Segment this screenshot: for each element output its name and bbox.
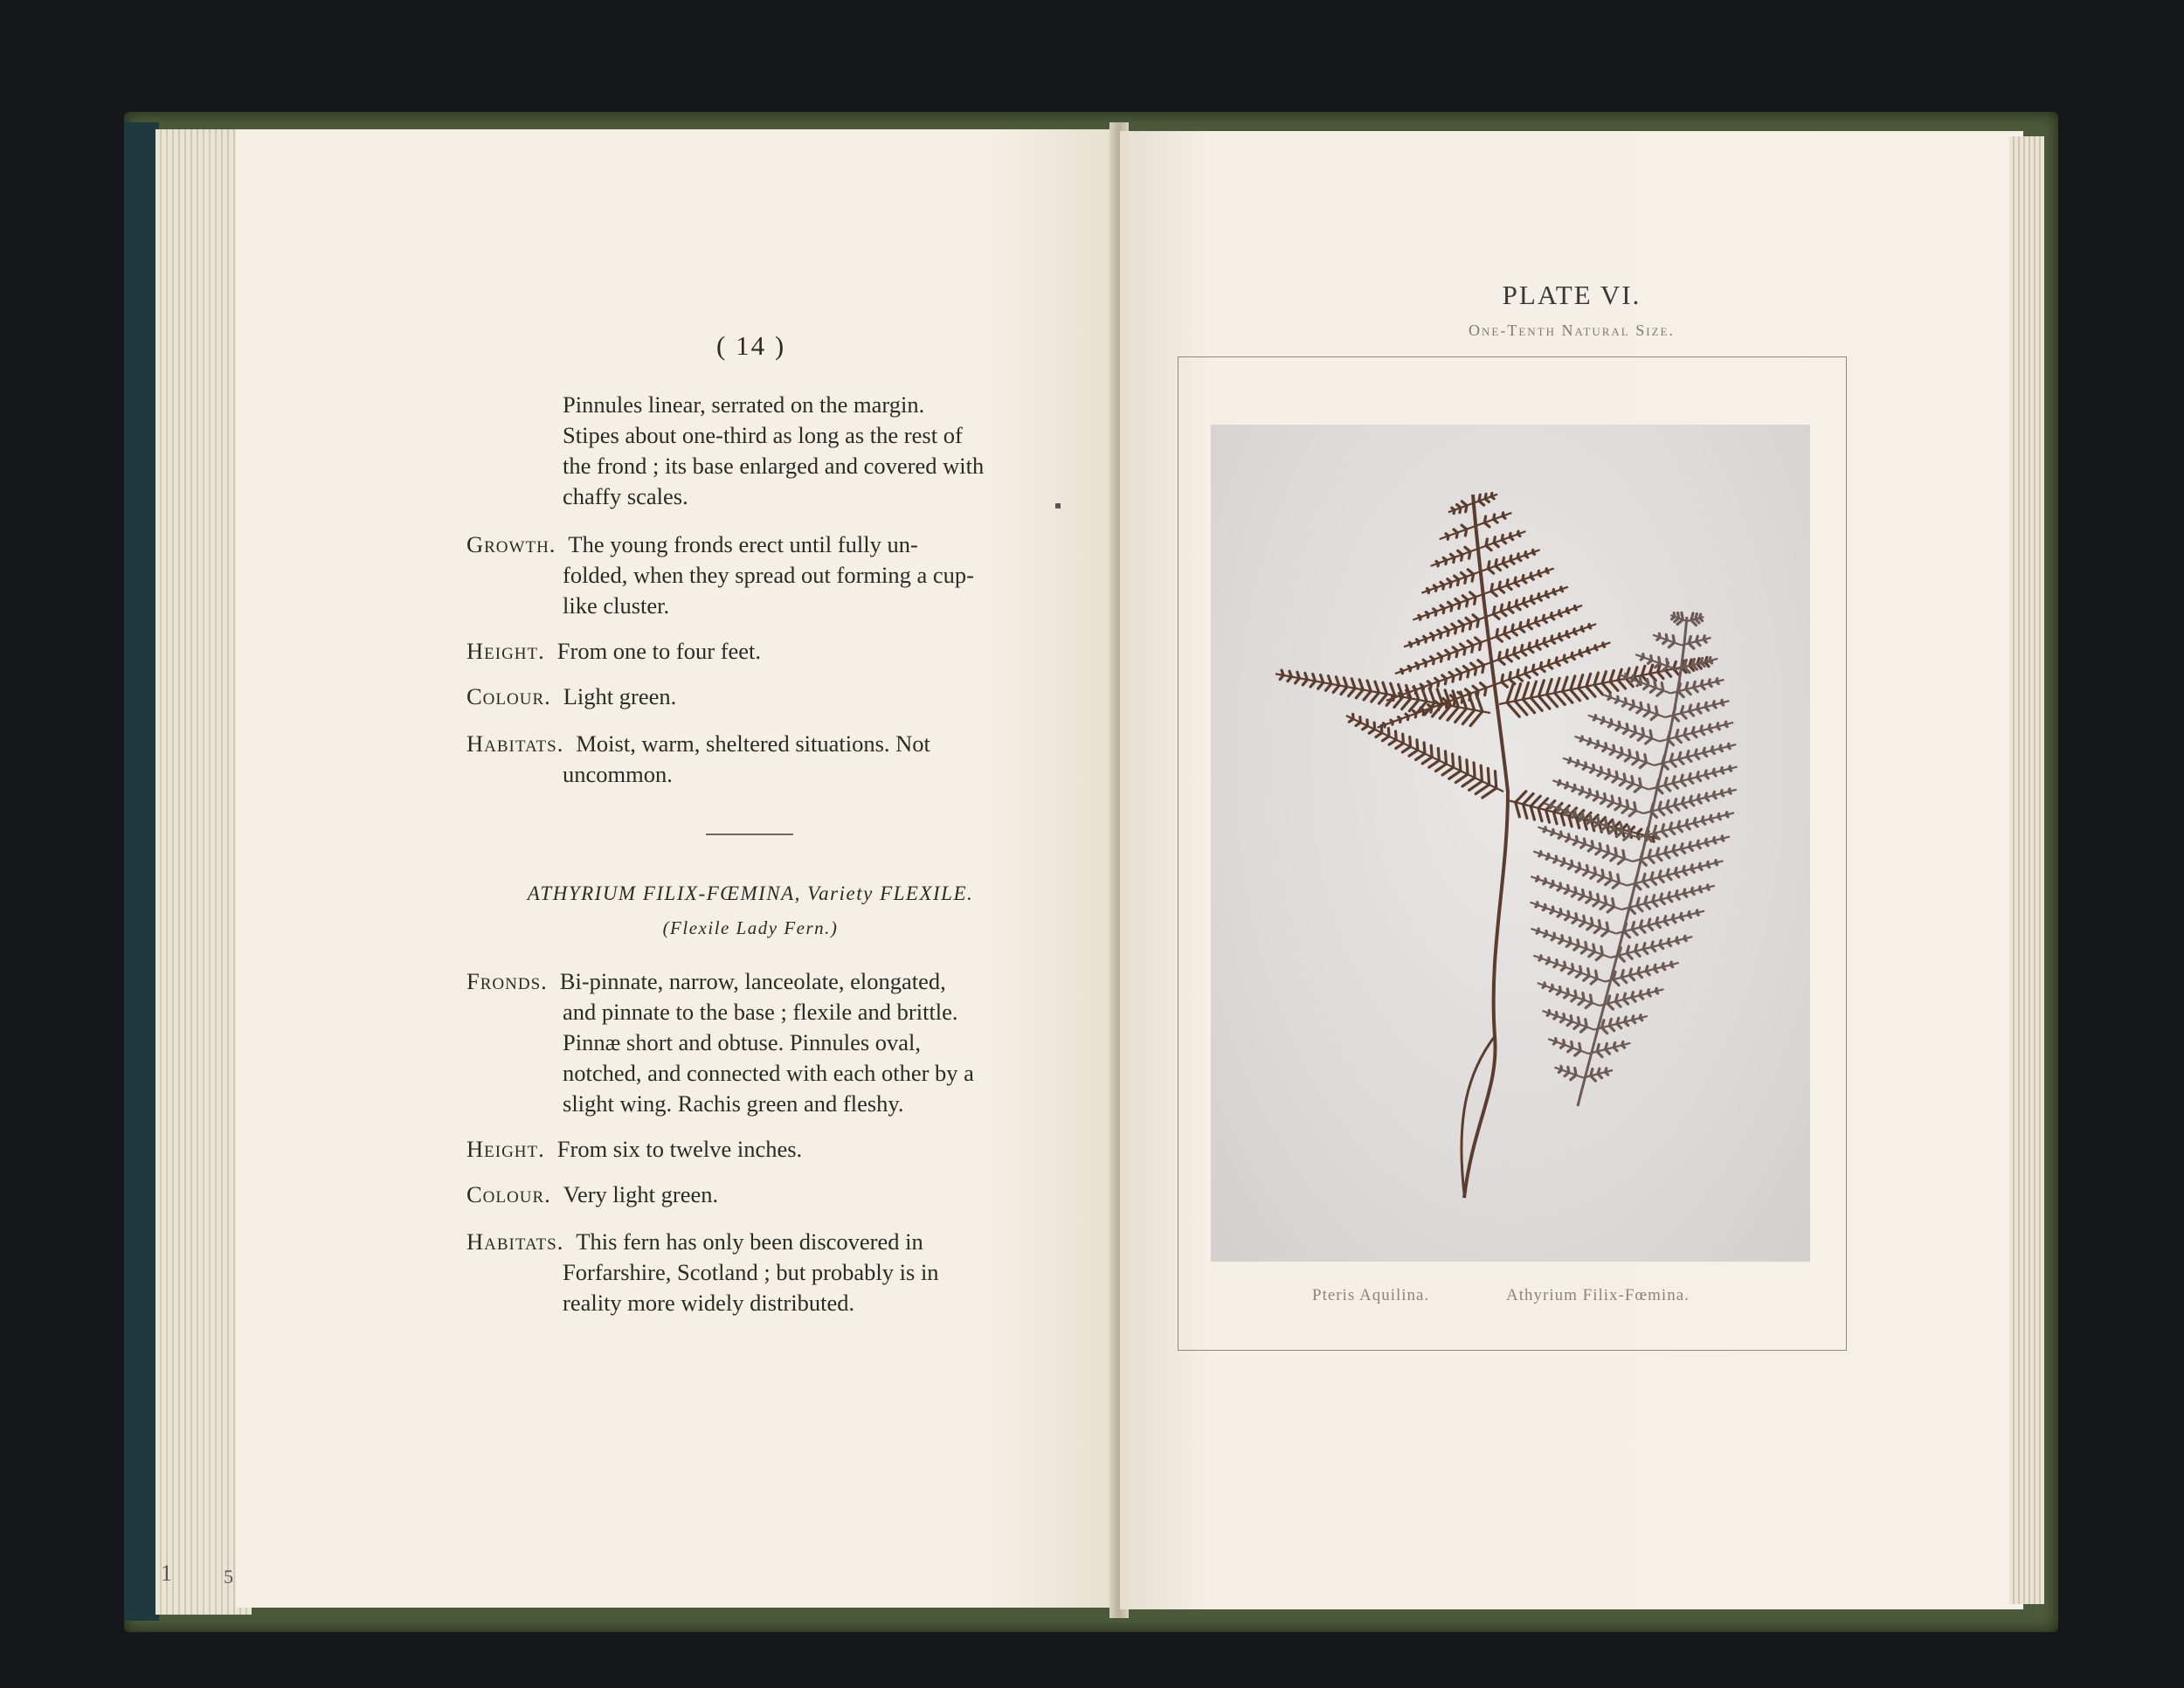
colour-entry: [467, 681, 1034, 712]
fern-photograph: [1211, 425, 1810, 1262]
height-term: Height.: [467, 638, 545, 664]
growth-entry: [467, 529, 1034, 560]
habitats-term: Habitats.: [467, 730, 564, 757]
habitats-text-2: This fern has only been discovered in: [576, 1228, 923, 1255]
growth-term: Growth.: [467, 531, 556, 557]
stack-mark-1: 1: [161, 1560, 172, 1586]
fronds-text: Bi-pinnate, narrow, lanceolate, elongated,: [559, 968, 946, 994]
page-number: ( 14 ): [716, 330, 786, 361]
text-line: folded, when they spread out forming a cup-: [563, 562, 974, 588]
text-line: and pinnate to the base ; flexile and brittle.: [563, 999, 958, 1025]
height-entry-2: [467, 1134, 1034, 1165]
text-line: the frond ; its base enlarged and covered with: [563, 453, 985, 479]
left-page: [236, 129, 1115, 1608]
habitats-entry: [467, 729, 1034, 759]
fronds-entry: [467, 966, 1034, 997]
pteris-frond: [1275, 493, 1713, 1198]
caption-right: Athyrium Filix-Fœmina.: [1506, 1286, 1690, 1304]
height-entry: [467, 636, 1034, 667]
text-line: uncommon.: [563, 761, 673, 787]
height-text: From one to four feet.: [556, 638, 762, 664]
habitats-term-2: Habitats.: [467, 1228, 564, 1255]
text-line: Forfarshire, Scotland ; but probably is in: [563, 1259, 939, 1285]
colour-text: Light green.: [563, 683, 677, 709]
habitats-entry-2: [467, 1227, 1034, 1257]
habitats-text: Moist, warm, sheltered situations. Not: [576, 730, 930, 757]
text-line: chaffy scales.: [563, 483, 688, 509]
height-term-2: Height.: [467, 1136, 545, 1162]
colour-entry-2: [467, 1180, 1034, 1210]
growth-continuation: [563, 560, 1034, 621]
fronds-term: Fronds.: [467, 968, 548, 994]
page-speck: [1055, 503, 1061, 508]
colour-term: Colour.: [467, 683, 551, 709]
fronds-continuation: [563, 997, 1034, 1119]
habitats-continuation-2: [563, 1257, 1034, 1318]
habitats-continuation: [563, 759, 1034, 790]
text-line: reality more widely distributed.: [563, 1290, 855, 1316]
cover-spine-edge: [124, 122, 159, 1621]
stack-mark-2: 5: [224, 1566, 233, 1588]
text-line: Stipes about one-third as long as the rest of: [563, 422, 963, 448]
text-line: Pinnules linear, serrated on the margin.: [563, 391, 925, 418]
colour-term-2: Colour.: [467, 1181, 551, 1207]
pinnules-paragraph: [563, 390, 1034, 512]
species-title: ATHYRIUM FILIX-FŒMINA, Variety FLEXILE.: [527, 882, 974, 904]
page-stack-right: [2009, 136, 2044, 1604]
text-line: notched, and connected with each other by a: [563, 1060, 974, 1086]
colour-text-2: Very light green.: [563, 1181, 719, 1207]
text-line: Pinnæ short and obtuse. Pinnules oval,: [563, 1029, 922, 1055]
height-text-2: From six to twelve inches.: [556, 1136, 803, 1162]
text-line: like cluster.: [563, 592, 670, 619]
species-common-name: (Flexile Lady Fern.): [662, 917, 839, 938]
growth-text: The young fronds erect until fully un-: [568, 531, 918, 557]
fern-illustration: [1211, 425, 1810, 1262]
plate-subtitle: One-Tenth Natural Size.: [1469, 322, 1675, 339]
caption-left: Pteris Aquilina.: [1312, 1286, 1430, 1304]
section-divider: [706, 834, 793, 835]
text-line: slight wing. Rachis green and fleshy.: [563, 1090, 904, 1117]
plate-title: PLATE VI.: [1502, 280, 1641, 310]
